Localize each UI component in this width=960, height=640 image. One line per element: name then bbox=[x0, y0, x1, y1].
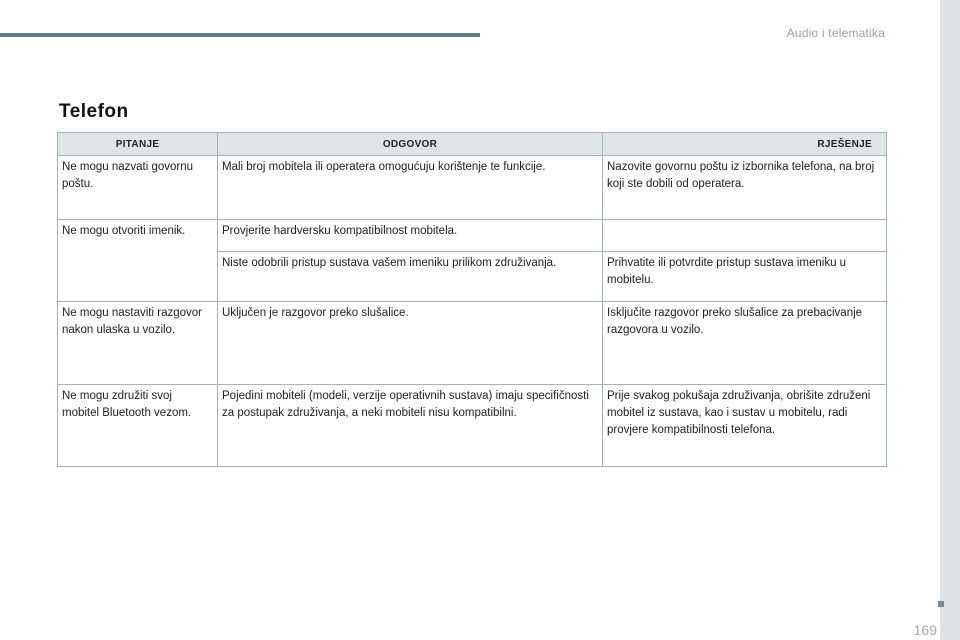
question-cell: Ne mogu nastaviti razgovor nakon ulaska u vozilo. bbox=[58, 302, 218, 385]
faq-table bbox=[57, 132, 887, 467]
answer-cell: Uključen je razgovor preko slušalice. bbox=[218, 302, 603, 385]
column-header-answer: ODGOVOR bbox=[218, 133, 603, 156]
table-row bbox=[58, 220, 887, 252]
solution-cell: Prije svakog pokušaja združivanja, obrišite združeni mobitel iz sustava, kao i sustav u mobitelu, radi provjere kompatibilnosti telefona. bbox=[603, 385, 887, 467]
solution-cell: Isključite razgovor preko slušalice za prebacivanje razgovora u vozilo. bbox=[603, 302, 887, 385]
table-header-row bbox=[58, 133, 887, 156]
solution-cell bbox=[603, 220, 887, 252]
table-row bbox=[58, 156, 887, 220]
answer-cell: Mali broj mobitela ili operatera omogućuju korištenje te funkcije. bbox=[218, 156, 603, 220]
answer-cell: Provjerite hardversku kompatibilnost mobitela. bbox=[218, 220, 603, 252]
answer-cell: Niste odobrili pristup sustava vašem imeniku prilikom združivanja. bbox=[218, 252, 603, 302]
column-header-question: PITANJE bbox=[58, 133, 218, 156]
page-marker-dot bbox=[938, 601, 944, 607]
answer-cell: Pojedini mobiteli (modeli, verzije operativnih sustava) imaju specifičnosti za postupak združivanja, a neki mobiteli nisu kompatibilni. bbox=[218, 385, 603, 467]
question-cell: Ne mogu združiti svoj mobitel Bluetooth vezom. bbox=[58, 385, 218, 467]
side-strip bbox=[940, 0, 960, 640]
section-header: Audio i telematika bbox=[786, 26, 885, 40]
table-row bbox=[58, 385, 887, 467]
solution-cell: Prihvatite ili potvrdite pristup sustava imeniku u mobitelu. bbox=[603, 252, 887, 302]
table-row bbox=[58, 302, 887, 385]
question-cell: Ne mogu otvoriti imenik. bbox=[58, 220, 218, 302]
question-cell: Ne mogu nazvati govornu poštu. bbox=[58, 156, 218, 220]
header-rule bbox=[0, 33, 480, 37]
page-title: Telefon bbox=[59, 101, 129, 122]
column-header-solution: RJEŠENJE bbox=[603, 133, 887, 156]
page-number: 169 bbox=[913, 622, 937, 638]
solution-cell: Nazovite govornu poštu iz izbornika telefona, na broj koji ste dobili od operatera. bbox=[603, 156, 887, 220]
